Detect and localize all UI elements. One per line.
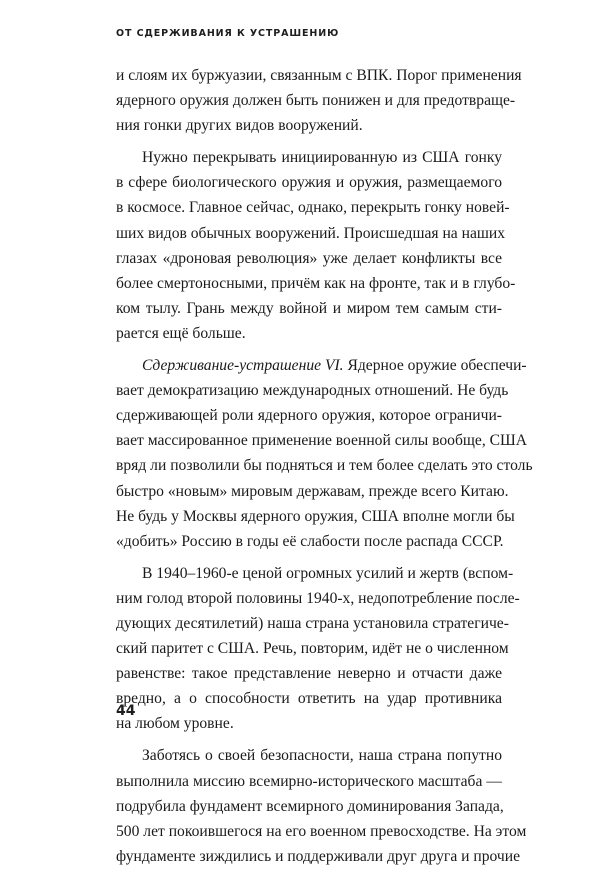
text-line: В 1940–1960-е ценой огромных усилий и жертв (вспом-	[142, 564, 514, 582]
text-line: и слоям их буржуазии, связанным с ВПК. Порог применения	[116, 67, 522, 84]
text-line: в сфере биологического оружия и оружия, размещаемого	[116, 174, 502, 192]
text-line: выполнила миссию всемирно-исторического масштаба —	[116, 772, 502, 790]
paragraph	[116, 63, 522, 138]
text-line: дующих десятилетий) наша страна установила стратегиче-	[116, 614, 509, 632]
paragraph	[116, 743, 527, 868]
text-line: «добить» Россию в годы её слабости после распада СССР.	[116, 532, 504, 550]
text-line: Не будь у Москвы ядерного оружия, США вполне могли бы	[116, 507, 515, 525]
text-line	[116, 353, 527, 378]
text-line: ния гонки других видов вооружений.	[116, 117, 363, 135]
paragraph	[116, 145, 516, 346]
text-line: сдерживающей роли ядерного оружия, которое ограничи-	[116, 407, 502, 425]
page-number: 44	[116, 703, 136, 719]
text-line: Заботясь о своей безопасности, наша страна попутно	[142, 747, 502, 765]
text-line: вает массированное применение военной силы вообще, США	[116, 432, 528, 450]
text-line: в космосе. Главное сейчас, однако, перекрыть гонку новей-	[116, 199, 510, 217]
body-text	[116, 63, 533, 869]
paragraph	[116, 353, 533, 554]
text-line: вает демократизацию международных отношений. Не будь	[116, 382, 509, 400]
text-line: на любом уровне.	[116, 715, 234, 733]
text-line: ский паритет с США. Речь, повторим, идёт не о численном	[116, 640, 509, 658]
paragraph	[116, 561, 520, 737]
text-line: ядерного оружия должен быть понижен и для предотвраще-	[116, 92, 516, 110]
text-line: глазах «дроновая революция» уже делает конфликты все	[116, 249, 502, 267]
text-line: быстро «новым» мировым державам, прежде всего Китаю.	[116, 482, 509, 500]
text-line: ним голод второй половины 1940-х, недопотребление после-	[116, 589, 520, 607]
text-line: рается ещё больше.	[116, 324, 246, 342]
text-line: ших видов обычных вооружений. Происшедшая на наших	[116, 224, 506, 242]
text-line: ком тылу. Грань между войной и миром тем самым сти-	[116, 299, 502, 317]
section-lead: Сдерживание-устрашение VI.	[142, 357, 344, 375]
text-line: вредно, а о способности ответить на удар противника	[116, 690, 502, 708]
text-line: подрубила фундамент всемирного доминирования Запада,	[116, 797, 504, 815]
text-line: Нужно перекрывать инициированную из США гонку	[142, 149, 502, 167]
running-head: ОТ СДЕРЖИВАНИЯ К УСТРАШЕНИЮ	[116, 28, 340, 39]
text-line: более смертоносными, причём как на фронте, так и в глубо-	[116, 274, 516, 292]
text-line: фундаменте зиждились и поддерживали друг друга и прочие	[116, 847, 521, 865]
text-line: 500 лет покоившегося на его военном превосходстве. На этом	[116, 822, 527, 840]
lead-continuation: Ядерное оружие обеспечи-	[343, 357, 527, 375]
text-line: вряд ли позволили бы подняться и тем более сделать это столь	[116, 457, 533, 475]
text-line: равенстве: такое представление неверно и отчасти даже	[116, 665, 502, 683]
